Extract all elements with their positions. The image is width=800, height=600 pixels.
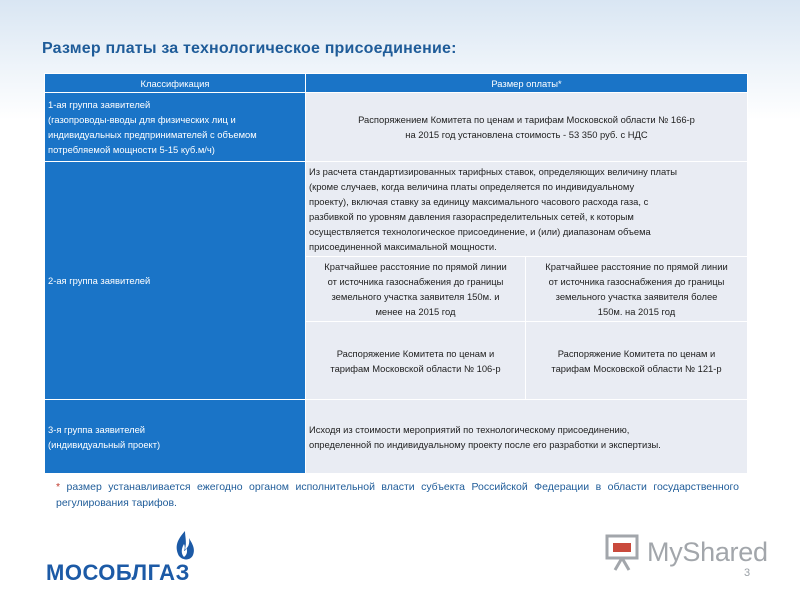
group1-label-line: потребляемой мощности 5-15 куб.м/ч) (48, 144, 215, 155)
group3-label-line: (индивидуальный проект) (48, 438, 161, 450)
myshared-wordmark: MyShared (647, 537, 768, 567)
group2-intro-line: разбивкой по уровням давления газораспределительных сетей, к которым (309, 211, 634, 222)
footnote-star: * (56, 481, 61, 493)
group1-label-line: (газопроводы-вводы для физических лиц и (48, 114, 236, 125)
group1-payment-line: на 2015 год установлена стоимость - 53 350 руб. с НДС (405, 129, 648, 140)
mosoblgaz-wordmark: МОСОБЛГАЗ (46, 560, 190, 585)
mosoblgaz-logo (46, 530, 216, 585)
footnote-text: размер устанавливается ежегодно органом исполнительной власти субъекта Российской Федерации в области государственного регулирования тарифов. (56, 481, 739, 509)
group1-label (45, 93, 306, 162)
distance-line: земельного участка заявителя более (555, 291, 718, 302)
group3-payment-line: определенной по индивидуальному проекту после его разработки и экспертизы. (309, 438, 661, 450)
group3-payment-line: Исходя из стоимости мероприятий по технологическому присоединению, (309, 423, 630, 435)
myshared-watermark (603, 534, 768, 572)
header-classification: Классификация (45, 74, 306, 93)
group2-intro-line: Из расчета стандартизированных тарифных ставок, определяющих величину платы (309, 166, 678, 177)
group2-intro-line: (кроме случаев, когда величина платы определяется по индивидуальному (309, 181, 635, 192)
group2-distance-150-or-less (306, 257, 526, 322)
page-title: Размер платы за технологическое присоединение: (42, 40, 457, 57)
table-header-row (45, 74, 748, 93)
order-line: Распоряжение Комитета по ценам и (336, 347, 495, 359)
distance-line: 150м. на 2015 год (597, 306, 676, 317)
presentation-board-icon (603, 534, 645, 572)
group1-label-line: 1-ая группа заявителей (48, 99, 151, 110)
group3-label-line: 3-я группа заявителей (48, 423, 146, 435)
gas-flame-icon (172, 530, 198, 564)
group2-order-106 (306, 322, 526, 400)
distance-line: менее на 2015 год (375, 306, 456, 317)
group3-payment (306, 400, 748, 474)
group2-label: 2-ая группа заявителей (45, 162, 306, 400)
order-line: тарифам Московской области № 106-р (330, 362, 501, 374)
distance-line: от источника газоснабжения до границы (548, 276, 725, 287)
table-row-group2 (45, 162, 748, 257)
table-row-group3 (45, 400, 748, 474)
order-line: тарифам Московской области № 121-р (551, 362, 722, 374)
group2-intro-line: осуществляется технологическое присоединение, и (или) диапазонам объема (309, 226, 651, 237)
group2-intro-line: присоединенной максимальной мощности. (309, 241, 497, 252)
group1-payment-line: Распоряжением Комитета по ценам и тарифам Московской области № 166-р (358, 114, 695, 125)
group2-distance-over-150 (526, 257, 748, 322)
group1-payment (306, 93, 748, 162)
order-line: Распоряжение Комитета по ценам и (557, 347, 716, 359)
group3-label (45, 400, 306, 474)
distance-line: Кратчайшее расстояние по прямой линии (324, 261, 507, 272)
distance-line: от источника газоснабжения до границы (327, 276, 504, 287)
distance-line: Кратчайшее расстояние по прямой линии (545, 261, 728, 272)
group2-order-121 (526, 322, 748, 400)
page-number: 3 (744, 567, 751, 579)
header-payment: Размер оплаты* (306, 74, 748, 93)
tariff-table (44, 73, 748, 474)
table-row-group1 (45, 93, 748, 162)
footnote (56, 479, 739, 511)
distance-line: земельного участка заявителя 150м. и (331, 291, 500, 302)
group1-label-line: индивидуальных предпринимателей с объемом (48, 129, 257, 140)
group2-intro-line: проекту), включая ставку за единицу максимального часового расхода газа, с (309, 196, 649, 207)
group2-intro (306, 162, 748, 257)
